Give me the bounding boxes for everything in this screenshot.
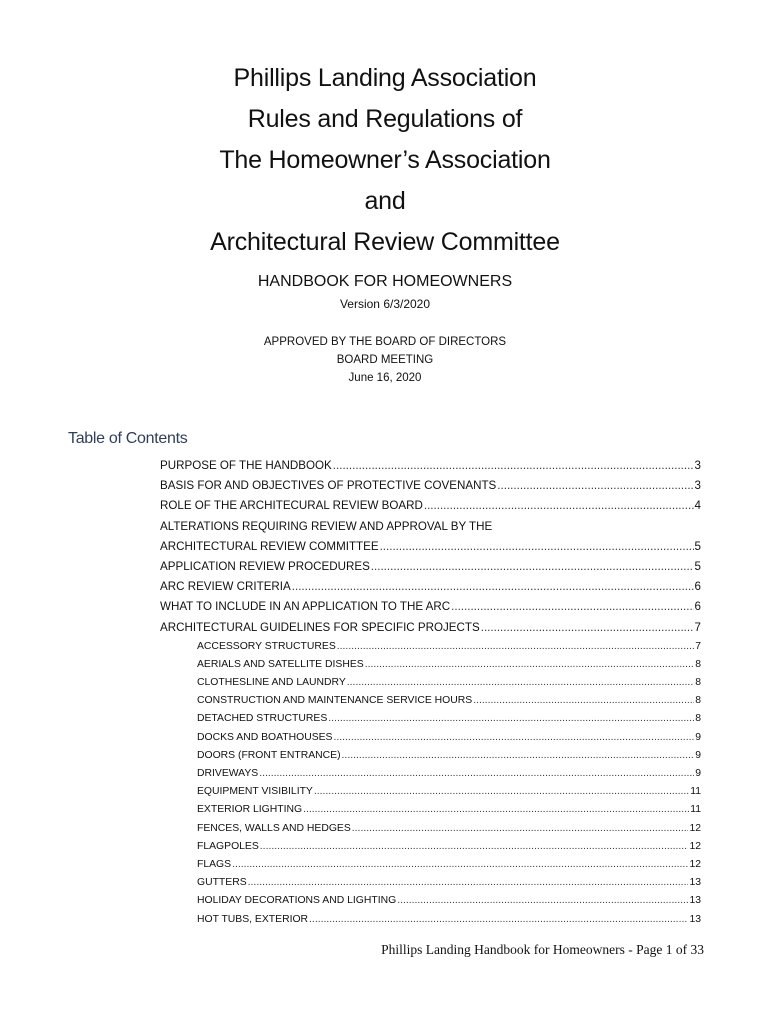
toc-subentry[interactable] (197, 692, 701, 710)
toc-subentry[interactable] (197, 729, 701, 747)
toc-entry-text: AERIALS AND SATELLITE DISHES (197, 658, 364, 670)
toc-subentry[interactable] (197, 801, 701, 819)
toc-entry[interactable] (160, 557, 701, 577)
toc-entry-text: GUTTERS (197, 877, 247, 889)
toc-leader-dots (248, 874, 689, 892)
toc-entry[interactable] (160, 597, 701, 617)
toc-entry-text: EQUIPMENT VISIBILITY (197, 786, 313, 798)
toc-leader-dots (481, 618, 694, 638)
toc-leader-dots (334, 729, 695, 747)
toc-leader-dots (292, 577, 694, 597)
toc-leader-dots (473, 692, 694, 710)
toc-leader-dots (333, 456, 694, 476)
toc-entry-text: BASIS FOR AND OBJECTIVES OF PROTECTIVE COVENANTS (160, 479, 497, 493)
toc-subentry[interactable] (197, 856, 701, 874)
version-label: Version 6/3/2020 (339, 297, 431, 311)
handbook-subtitle: HANDBOOK FOR HOMEOWNERS (257, 273, 513, 290)
page-footer: Phillips Landing Handbook for Homeowners - Page 1 of 33 (381, 942, 704, 957)
toc-entry-text: HOLIDAY DECORATIONS AND LIGHTING (197, 895, 397, 907)
toc-leader-dots (365, 656, 695, 674)
toc-page-number: 8 (695, 713, 701, 725)
toc-page-number: 9 (695, 731, 701, 743)
toc-page-number: 4 (694, 499, 701, 513)
toc-entry[interactable] (160, 577, 701, 597)
toc-subentry[interactable] (197, 710, 701, 728)
toc-entry-text: ARCHITECTURAL REVIEW COMMITTEE (160, 539, 379, 553)
toc-subentry[interactable] (197, 656, 701, 674)
toc-heading: Table of Contents (68, 430, 188, 447)
toc-page-number: 12 (689, 858, 701, 870)
toc-leader-dots (352, 820, 689, 838)
toc-entry-text: EXTERIOR LIGHTING (197, 804, 303, 816)
approval-line-2: BOARD MEETING (336, 354, 434, 366)
toc-entry-text: APPLICATION REVIEW PROCEDURES (160, 559, 370, 573)
toc-entry[interactable] (160, 517, 701, 537)
toc-page-number: 5 (694, 539, 701, 553)
approval-line-3: June 16, 2020 (348, 372, 422, 384)
toc-page-number: 7 (695, 640, 701, 652)
toc-leader-dots (309, 911, 688, 929)
toc-page-number: 12 (689, 840, 701, 852)
toc-subentry[interactable] (197, 765, 701, 783)
toc-page-number: 11 (690, 786, 701, 798)
toc-entry-text: WHAT TO INCLUDE IN AN APPLICATION TO THE ARC (160, 600, 451, 614)
toc-entry[interactable] (160, 618, 701, 638)
toc-leader-dots (314, 783, 689, 801)
toc-entry-text: FLAGS (197, 858, 232, 870)
toc-entry[interactable] (160, 537, 701, 557)
toc-subentry[interactable] (197, 638, 701, 656)
toc-leader-dots (259, 765, 694, 783)
toc-entry-text: DOORS (FRONT ENTRANCE) (197, 749, 341, 761)
toc-page-number: 12 (689, 822, 701, 834)
approval-block (0, 333, 770, 387)
toc-subentry[interactable] (197, 838, 701, 856)
toc-page-number: 13 (689, 913, 701, 925)
title-line-3: The Homeowner’s Association (219, 146, 551, 174)
toc-leader-dots (371, 557, 694, 577)
toc-page-number: 9 (695, 768, 701, 779)
toc-page-number: 6 (694, 600, 701, 614)
toc-subentry[interactable] (197, 783, 701, 801)
toc-subentry[interactable] (197, 874, 701, 892)
toc-page-number: 9 (695, 749, 701, 761)
toc-leader-dots (397, 892, 688, 910)
toc-entry-text: FLAGPOLES (197, 840, 259, 852)
toc-page-number: 7 (694, 620, 701, 634)
toc-subentry[interactable] (197, 747, 701, 765)
toc-subentry[interactable] (197, 892, 701, 910)
title-line-2: Rules and Regulations of (247, 105, 523, 133)
toc-page-number: 13 (689, 895, 701, 907)
toc-leader-dots (260, 838, 689, 856)
toc-page-number: 3 (694, 459, 701, 472)
table-of-contents (0, 456, 770, 929)
toc-subentry[interactable] (197, 911, 701, 929)
toc-page-number: 5 (694, 559, 701, 573)
toc-leader-dots (497, 476, 693, 496)
toc-entry-text: HOT TUBS, EXTERIOR (197, 913, 309, 925)
toc-page-number: 13 (689, 877, 701, 889)
toc-leader-dots (451, 597, 693, 617)
toc-page-number: 8 (695, 658, 701, 670)
toc-entry[interactable] (160, 476, 701, 496)
title-line-1: Phillips Landing Association (233, 64, 537, 92)
toc-entry-text: PURPOSE OF THE HANDBOOK (160, 459, 332, 472)
toc-leader-dots (232, 856, 688, 874)
toc-page-number: 6 (694, 580, 701, 594)
toc-leader-dots (303, 801, 689, 819)
approval-line-1: APPROVED BY THE BOARD OF DIRECTORS (263, 336, 507, 348)
toc-page-number: 8 (695, 677, 701, 689)
toc-entry-text: DRIVEWAYS (197, 768, 259, 779)
toc-page-number: 11 (690, 804, 701, 816)
toc-entry-text: FENCES, WALLS AND HEDGES (197, 822, 351, 834)
title-line-5: Architectural Review Committee (210, 228, 560, 256)
toc-entry-text: ACCESSORY STRUCTURES (197, 640, 336, 652)
toc-entry[interactable] (160, 496, 701, 516)
toc-subentry[interactable] (197, 674, 701, 692)
toc-entry-text: CONSTRUCTION AND MAINTENANCE SERVICE HOURS (197, 695, 473, 707)
toc-entry-text: ARC REVIEW CRITERIA (160, 580, 291, 594)
toc-entry-text: ALTERATIONS REQUIRING REVIEW AND APPROVAL BY THE (160, 519, 493, 533)
title-line-4: and (364, 187, 406, 215)
toc-leader-dots (337, 638, 694, 656)
toc-entry-text: DOCKS AND BOATHOUSES (197, 731, 333, 743)
document-title-block (0, 58, 770, 387)
toc-page-number: 3 (694, 479, 701, 493)
toc-entry-text: ARCHITECTURAL GUIDELINES FOR SPECIFIC PROJECTS (160, 620, 480, 634)
toc-leader-dots (342, 747, 695, 765)
toc-page-number: 8 (695, 695, 701, 707)
toc-entry-text: CLOTHESLINE AND LAUNDRY (197, 677, 346, 689)
toc-subentry[interactable] (197, 820, 701, 838)
toc-leader-dots (328, 710, 694, 728)
toc-leader-dots (347, 674, 694, 692)
toc-entry-text: DETACHED STRUCTURES (197, 713, 328, 725)
toc-entry-text: ROLE OF THE ARCHITECURAL REVIEW BOARD (160, 499, 423, 513)
toc-leader-dots (380, 537, 694, 557)
toc-leader-dots (424, 496, 694, 516)
toc-entry[interactable] (160, 456, 701, 476)
